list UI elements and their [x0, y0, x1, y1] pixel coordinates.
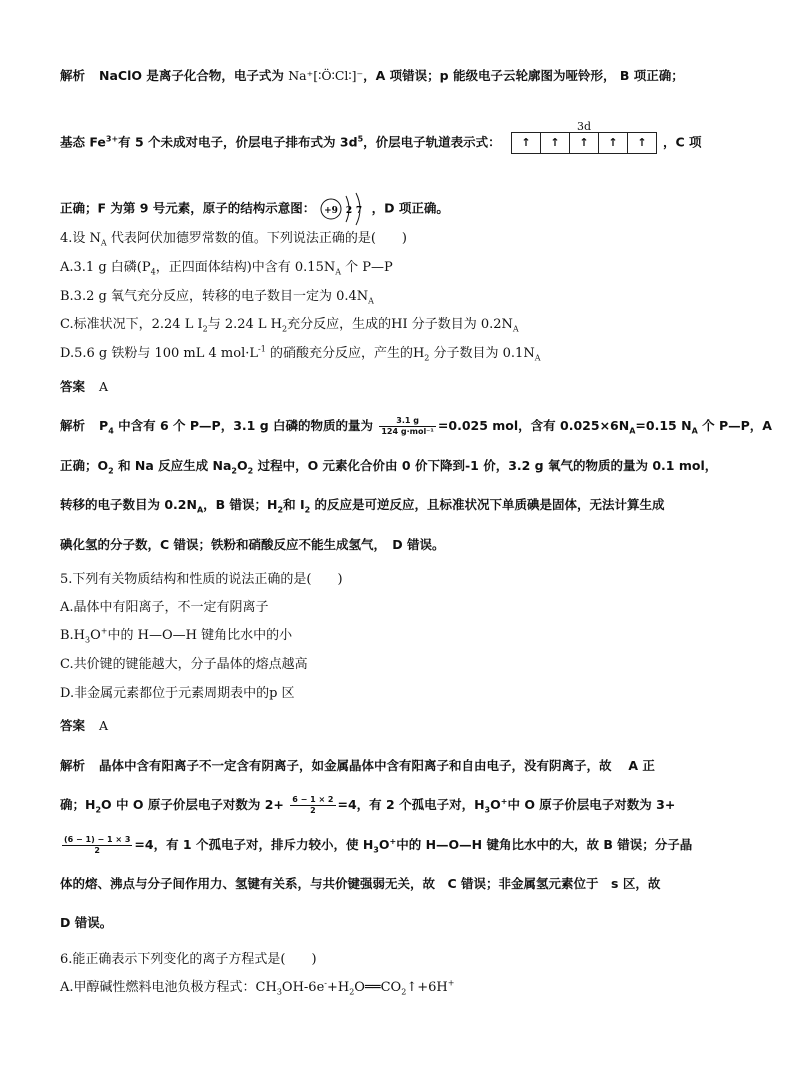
q5-answer: 答案 A: [60, 718, 109, 733]
q4-answer: 答案 A: [60, 379, 109, 394]
shell-1-count: 2: [345, 206, 352, 216]
orbital-diagram: [511, 120, 657, 154]
q5-analysis-line-5: D 错误。: [60, 915, 113, 930]
orbital-cell-5: ↑: [637, 136, 647, 149]
orbital-cell-4: ↑: [599, 133, 628, 153]
q4-analysis-line-2: 正确；$O_2$ 和 Na 反应生成 $Na_2O_2$ 过程中，O 元素化合价由 0 价下降到-1 价，3.2 g 氧气的物质的量为 0.1 mol，: [60, 458, 718, 476]
orbital-cell-2: ↑: [541, 133, 570, 153]
q5-option-a: A.晶体中有阳离子，不一定有阴离子: [60, 600, 269, 615]
analysis-line-2: 基态 $Fe^{3+}$有 5 个未成对电子，价层电子排布式为 $3d^5$，价层电子轨道表示式： 3d ↑ ↑ ↑ ↑ ↑ ，C 项: [60, 132, 702, 154]
q4-stem: 4.设 $N_A$ 代表阿伏加德罗常数的值。下列说法正确的是( ): [60, 231, 407, 248]
analysis-line-1: 解析 NaClO 是离子化合物，电子式为 Na⁺[∶Ö∶Cl∶]⁻，A 项错误；p 能级电子云轮廓图为哑铃形， B 项正确；: [60, 68, 684, 83]
atom-structure-svg: [320, 190, 372, 228]
electron-formula: Na⁺[∶Ö∶Cl∶]⁻: [288, 68, 364, 83]
atom-structure-diagram: [320, 190, 372, 228]
q5-option-b: $B.H_3O^+$中的 H—O—H 键角比水中的小: [60, 626, 293, 645]
nucleus-charge: +9: [323, 206, 338, 216]
q5-analysis-line-2: 确；$H_2O$ 中 O 原子价层电子对数为 2+ $\frac{6 - 1 \times 2}{2}$ =4，有 2 个孤电子对，$H_3O^+$中 O 原子价层电子对数为 3+: [60, 795, 676, 815]
q4-option-b: B.3.2 g 氧气充分反应，转移的电子数目一定为 $0.4N_A$: [60, 289, 374, 306]
q6-option-a: A.甲醇碱性燃料电池负极方程式：$CH_3OH-6e^-+H_2O══CO_2↑+6H^+$: [60, 978, 455, 997]
q5-stem: 5.下列有关物质结构和性质的说法正确的是( ): [60, 572, 343, 587]
orbital-cell-3: ↑: [570, 133, 599, 153]
fraction-moles: $\frac{3.1 g}{\text{124 g·mol⁻¹}}$: [381, 416, 434, 436]
q4-option-c: C.标准状况下，2.24 L $I_2$与 2.24 L $H_2$充分反应，生成的HI 分子数目为 $0.2N_A$: [60, 317, 519, 334]
q4-analysis-line-1: 解析 $P_4$ 中含有 6 个 P—P，3.1 g 白磷的物质的量为 $\frac{3.1 g}{\text{124 g·mol⁻¹}}$ =0.025 mol，含有 $0.025\times 6N_A=0.15$ $N_A$ 个 P—P，A: [60, 416, 772, 436]
q5-analysis-line-1: 解析 晶体中含有阳离子不一定含有阴离子，如金属晶体中含有阳离子和自由电子，没有阴离子，故 A 正: [60, 758, 655, 773]
q5-option-c: C.共价键的键能越大，分子晶体的熔点越高: [60, 657, 308, 672]
q5-option-d: D.非金属元素都位于元素周期表中的p 区: [60, 686, 295, 701]
orbital-label: 3d: [576, 120, 592, 133]
fraction-h3o: $\frac{(6 - 1) - 1 \times 3}{2}$: [64, 835, 131, 855]
q6-stem: 6.能正确表示下列变化的离子方程式是( ): [60, 952, 317, 967]
q5-analysis-line-4: 体的熔、沸点与分子间作用力、氢键有关系，与共价键强弱无关，故 C 错误；非金属氢元素位于 s 区，故: [60, 876, 661, 891]
analysis-label: 解析: [60, 68, 86, 83]
orbital-cell-1: ↑: [512, 133, 541, 153]
fraction-h2o: $\frac{6 - 1 \times 2}{2}$: [292, 795, 334, 815]
q5-analysis-line-3: $\frac{(6 - 1) - 1 \times 3}{2}$ =4，有 1 个孤电子对，排斥力较小，使 $H_3O^+$中的 H—O—H 键角比水中的大，故 B 错误；分子晶: [64, 835, 693, 855]
analysis-line-3: 正确；F 为第 9 号元素，原子的结构示意图： +9 2 7 ，D 项正确。: [60, 190, 449, 228]
q4-option-d: D.5.6 g 铁粉与 100 mL 4 $mol\cdot L^{-1}$ 的硝酸充分反应，产生的$H_2$ 分子数目为 $0.1N_A$: [60, 344, 541, 363]
q4-analysis-line-4: 碘化氢的分子数，C 错误；铁粉和硝酸反应不能生成氢气， D 错误。: [60, 537, 445, 552]
q4-analysis-line-3: 转移的电子数目为 $0.2N_A$，B 错误；$H_2$和 $I_2$ 的反应是可逆反应，且标准状况下单质碘是固体，无法计算生成: [60, 497, 665, 515]
q4-option-a: A.3.1 g 白磷($P_4$，正四面体结构)中含有 $0.15N_A$ 个 P—P: [60, 260, 393, 277]
shell-2-count: 7: [355, 206, 362, 216]
